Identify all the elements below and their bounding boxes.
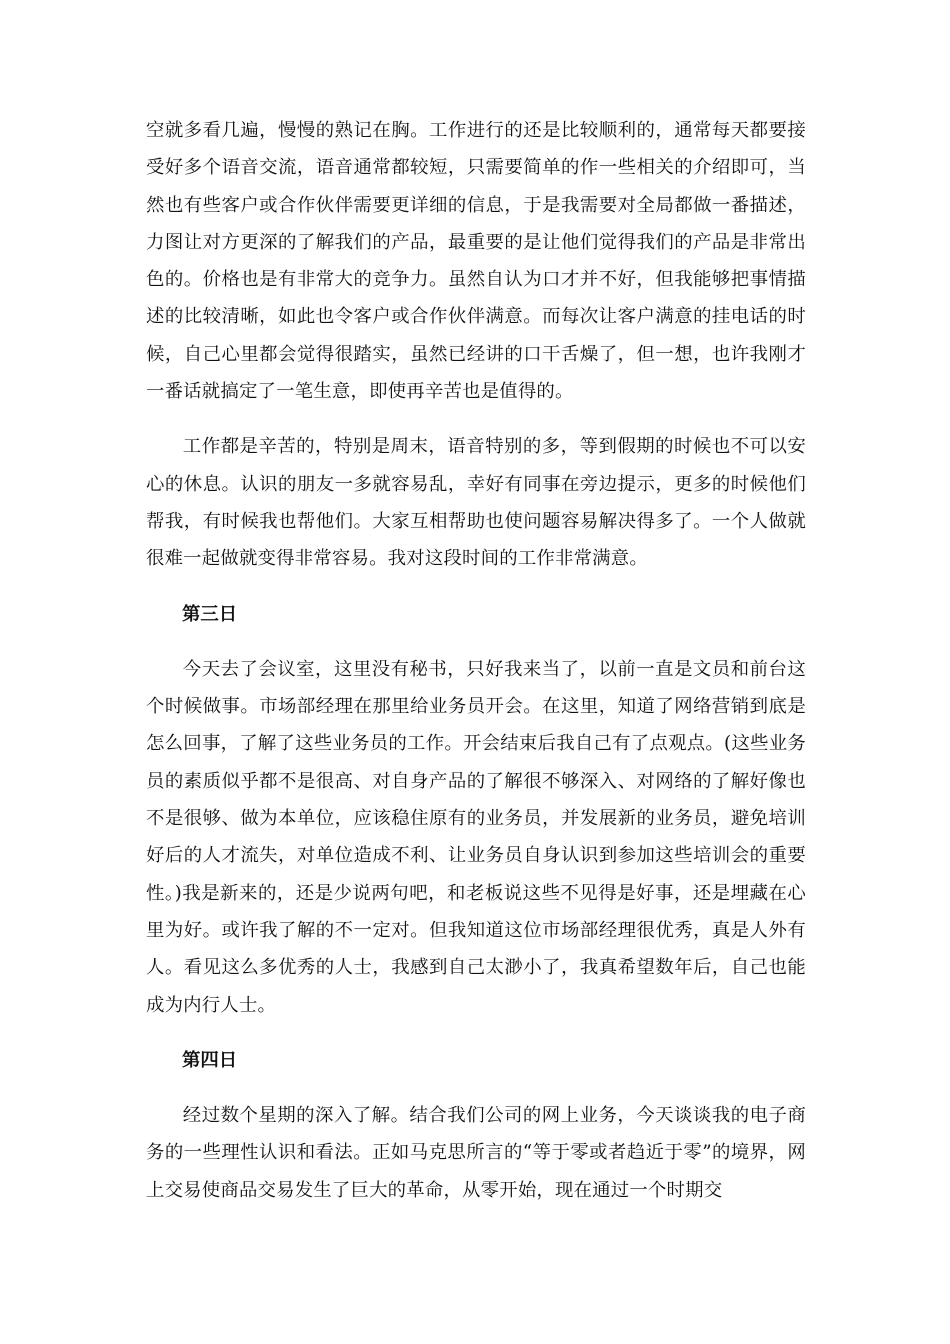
paragraph-4: 经过数个星期的深入了解。结合我们公司的网上业务，今天谈谈我的电子商务的一些理性认识和看法。正如马克思所言的“等于零或者趋近于零”的境界，网上交易使商品交易发生了巨大的革命，从零开始，现在通过一个时期交 — [146, 1105, 806, 1201]
paragraph-3: 今天去了会议室，这里没有秘书，只好我来当了，以前一直是文员和前台这个时候做事。市场部经理在那里给业务员开会。在这里，知道了网络营销到底是怎么回事，了解了这些业务员的工作。开会结束后我自己有了点观点。(这些业务员的素质似乎都不是很高、对自身产品的了解很不够深入、对网络的了解好像也不是很够、做为本单位，应该稳住原有的业务员，并发展新的业务员，避免培训好后的人才流失，对单位造成不利、让业务员自身认识到参加这些培训会的重要性。)我是新来的，还是少说两句吧，和老板说这些不见得是好事，还是埋藏在心里为好。或许我了解的不一定对。但我知道这位市场部经理很优秀，真是人外有人。看见这么多优秀的人士，我感到自己太渺小了，我真希望数年后，自己也能成为内行人士。 — [146, 658, 806, 1016]
section-heading-day-3: 第三日 — [182, 603, 238, 625]
paragraph-2: 工作都是辛苦的，特别是周末，语音特别的多，等到假期的时候也不可以安心的休息。认识的朋友一多就容易乱，幸好有同事在旁边提示，更多的时候他们帮我，有时候我也帮他们。大家互相帮助也使问题容易解决得多了。一个人做就很难一起做就变得非常容易。我对这段时间的工作非常满意。 — [146, 436, 806, 570]
section-heading-day-4: 第四日 — [182, 1049, 238, 1071]
document-page — [146, 112, 806, 1209]
paragraph-1: 空就多看几遍，慢慢的熟记在胸。工作进行的还是比较顺利的，通常每天都要接受好多个语音交流，语音通常都较短，只需要简单的作一些相关的介绍即可，当然也有些客户或合作伙伴需要更详细的信息，于是我需要对全局都做一番描述，力图让对方更深的了解我们的产品，最重要的是让他们觉得我们的产品是非常出色的。价格也是有非常大的竞争力。虽然自认为口才并不好，但我能够把事情描述的比较清晰，如此也令客户或合作伙伴满意。而每次让客户满意的挂电话的时候，自己心里都会觉得很踏实，虽然已经讲的口干舌燥了，但一想，也许我刚才一番话就搞定了一笔生意，即使再辛苦也是值得的。 — [146, 120, 806, 403]
